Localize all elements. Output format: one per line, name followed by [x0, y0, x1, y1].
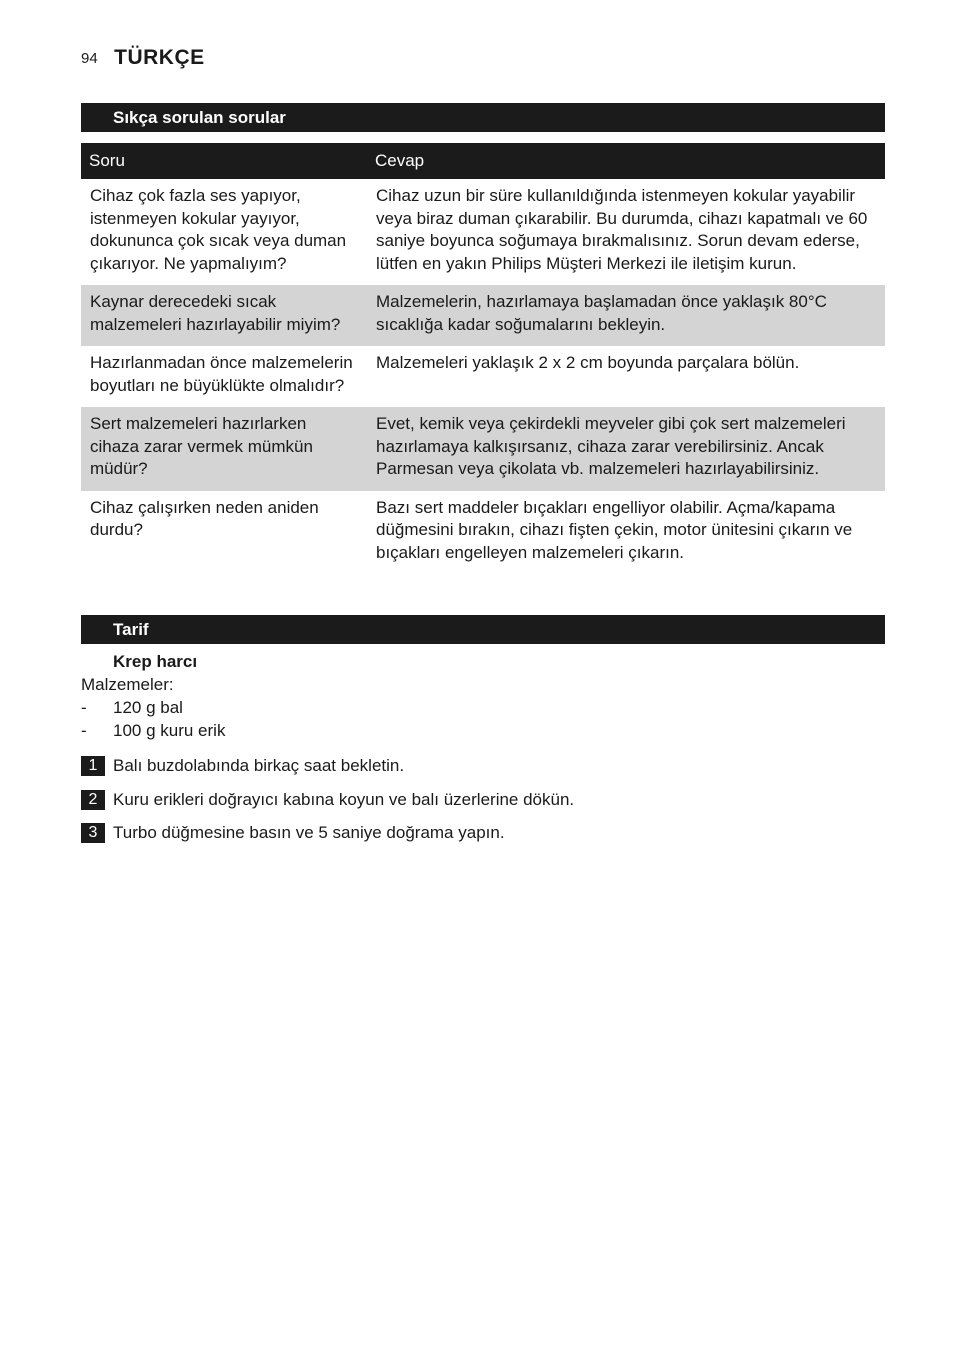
faq-answer: Malzemelerin, hazırlamaya başlamadan önce yaklaşık 80°C sıcaklığa kadar soğumalarını bekleyin.: [367, 285, 885, 346]
recipe-step: [81, 756, 404, 776]
step-text: Turbo düğmesine basın ve 5 saniye doğrama yapın.: [113, 823, 505, 842]
question-column-header: Soru: [81, 143, 367, 179]
recipe-step: [81, 823, 505, 843]
step-number: 3: [81, 823, 105, 843]
faq-question: Cihaz çok fazla ses yapıyor, istenmeyen kokular yayıyor, dokununca çok sıcak veya duman çıkarıyor. Ne yapmalıyım?: [90, 186, 347, 273]
language-heading: TÜRKÇE: [114, 46, 205, 69]
faq-answer: Bazı sert maddeler bıçakları engelliyor olabilir. Açma/kapama düğmesini bırakın, cihazı fişten çekin, motor ünitesini çıkarın ve bıçakları engelleyen malzemeleri çıkarın.: [376, 497, 853, 562]
faq-row: [81, 407, 885, 491]
faq-row: [81, 179, 885, 285]
step-text: Kuru erikleri doğrayıcı kabına koyun ve balı üzerlerine dökün.: [113, 790, 575, 809]
faq-answer: Evet, kemik veya çekirdekli meyveler gibi çok sert malzemeleri hazırlamaya kalkışırsanız, cihaza zarar verebilirsiniz. Ancak Parmesan veya çikolata vb. malzemeleri hazırlayabilirsiniz.: [367, 407, 885, 491]
ingredient-text: 120 g bal: [113, 698, 183, 717]
faq-row: [81, 285, 885, 346]
recipe-section-heading: Tarif: [81, 615, 885, 644]
faq-row: [81, 491, 885, 575]
step-number: 2: [81, 790, 105, 810]
list-dash: -: [81, 698, 87, 717]
ingredient-text: 100 g kuru erik: [113, 721, 226, 740]
list-dash: -: [81, 721, 87, 740]
faq-question: Hazırlanmadan önce malzemelerin boyutları ne büyüklükte olmalıdır?: [90, 353, 353, 395]
faq-answer: Malzemeleri yaklaşık 2 x 2 cm boyunda parçalara bölün.: [376, 353, 800, 372]
faq-question: Sert malzemeleri hazırlarken cihaza zarar vermek mümkün müdür?: [81, 407, 367, 491]
step-number: 1: [81, 756, 105, 776]
faq-question: Kaynar derecedeki sıcak malzemeleri hazırlayabilir miyim?: [81, 285, 367, 346]
recipe-step: [81, 790, 574, 810]
ingredients-label: Malzemeler:: [81, 675, 174, 694]
faq-answer: Cihaz uzun bir süre kullanıldığında istenmeyen kokular yayabilir veya biraz duman çıkarabilir. Bu durumda, cihazı kapatmalı ve 60 saniye boyunca soğumaya bırakmalısınız. Sorun devam ederse, lütfen en yakın Philips Müşteri Merkezi ile iletişim kurun.: [376, 186, 868, 273]
faq-row: [81, 346, 885, 407]
faq-section-heading: Sıkça sorulan sorular: [81, 103, 885, 132]
page-number: 94: [81, 49, 98, 67]
faq-question: Cihaz çalışırken neden aniden durdu?: [90, 497, 319, 539]
ingredient-item: [81, 721, 225, 741]
faq-table: [81, 143, 885, 574]
step-text: Balı buzdolabında birkaç saat bekletin.: [113, 756, 405, 775]
faq-header-row: [81, 143, 885, 179]
ingredient-item: [81, 698, 183, 718]
answer-column-header: Cevap: [367, 143, 885, 179]
recipe-title: Krep harcı: [113, 652, 198, 671]
page-header: [81, 46, 205, 70]
